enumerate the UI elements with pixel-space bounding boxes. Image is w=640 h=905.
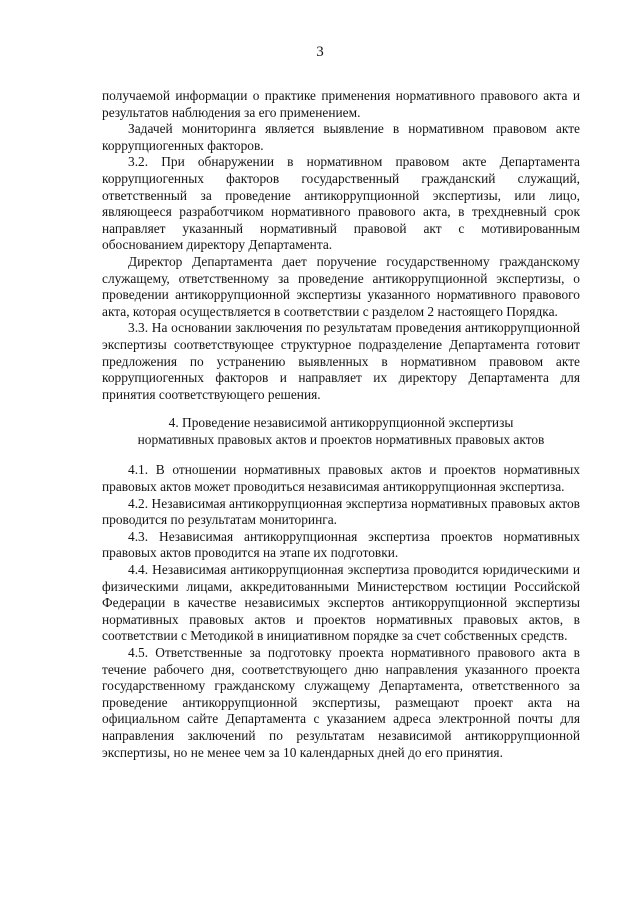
page-number: 3 xyxy=(316,44,324,60)
paragraph-3-2: 3.2. При обнаружении в нормативном правовом акте Департамента коррупциогенных факторов государственный гражданский служащий, ответственный за проведение антикоррупционной экспертизы, или лицо, являющееся разработчиком нормативного правового акта, в трехдневный срок направляет указанный нормативный правовой акт с мотивированным обоснованием директору Департамента. xyxy=(102,154,580,253)
paragraph-3-3: 3.3. На основании заключения по результатам проведения антикоррупционной экспертизы соответствующее структурное подразделение Департамента готовит предложения по устранению выявленных в нормативном правовом акте коррупциогенных факторов и направляет их директору Департамента для принятия соответствующего решения. xyxy=(102,320,580,402)
paragraph-4-3: 4.3. Независимая антикоррупционная экспертиза проектов нормативных правовых актов проводится на этапе их подготовки. xyxy=(102,528,580,561)
paragraph-4-2: 4.2. Независимая антикоррупционная экспертиза нормативных правовых актов проводится по результатам мониторинга. xyxy=(102,495,580,528)
paragraph-4-5: 4.5. Ответственные за подготовку проекта нормативного правового акта в течение рабочего дня, соответствующего дню направления указанного проекта государственному гражданскому служащему Департамента, ответственного за проведение антикоррупционной экспертизы, размещают проект акта на официальном сайте Департамента с указанием адреса электронной почты для направления заключений по результатам независимой антикоррупционной экспертизы, но не менее чем за 10 календарных дней до его принятия. xyxy=(102,645,580,760)
section-heading-line-1: 4. Проведение независимой антикоррупционной экспертизы xyxy=(168,415,514,431)
paragraph-continuation: получаемой информации о практике применения нормативного правового акта и результатов наблюдения за его применением. xyxy=(102,88,580,120)
paragraph-monitoring-task: Задачей мониторинга является выявление в нормативном правовом акте коррупциогенных факторов. xyxy=(102,121,580,153)
paragraph-4-4: 4.4. Независимая антикоррупционная экспертиза проводится юридическими и физическими лицами, аккредитованными Министерством юстиции Российской Федерации в качестве независимых экспертов антикоррупционной экспертизы нормативных правовых актов и проектов нормативных правовых актов, в соответствии с Методикой в инициативном порядке за счет собственных средств. xyxy=(102,562,580,644)
section-heading xyxy=(102,415,580,448)
section-heading-line-2: нормативных правовых актов и проектов нормативных правовых актов xyxy=(137,431,545,447)
paragraph-4-1: 4.1. В отношении нормативных правовых актов и проектов нормативных правовых актов может проводиться независимая антикоррупционная экспертиза. xyxy=(102,462,580,495)
document-body xyxy=(102,88,580,761)
paragraph-director-order: Директор Департамента дает поручение государственному гражданскому служащему, ответственному за проведение антикоррупционной экспертизы, о проведении антикоррупционной экспертизы указанного нормативного правового акта, которая осуществляется в соответствии с разделом 2 настоящего Порядка. xyxy=(102,253,580,319)
